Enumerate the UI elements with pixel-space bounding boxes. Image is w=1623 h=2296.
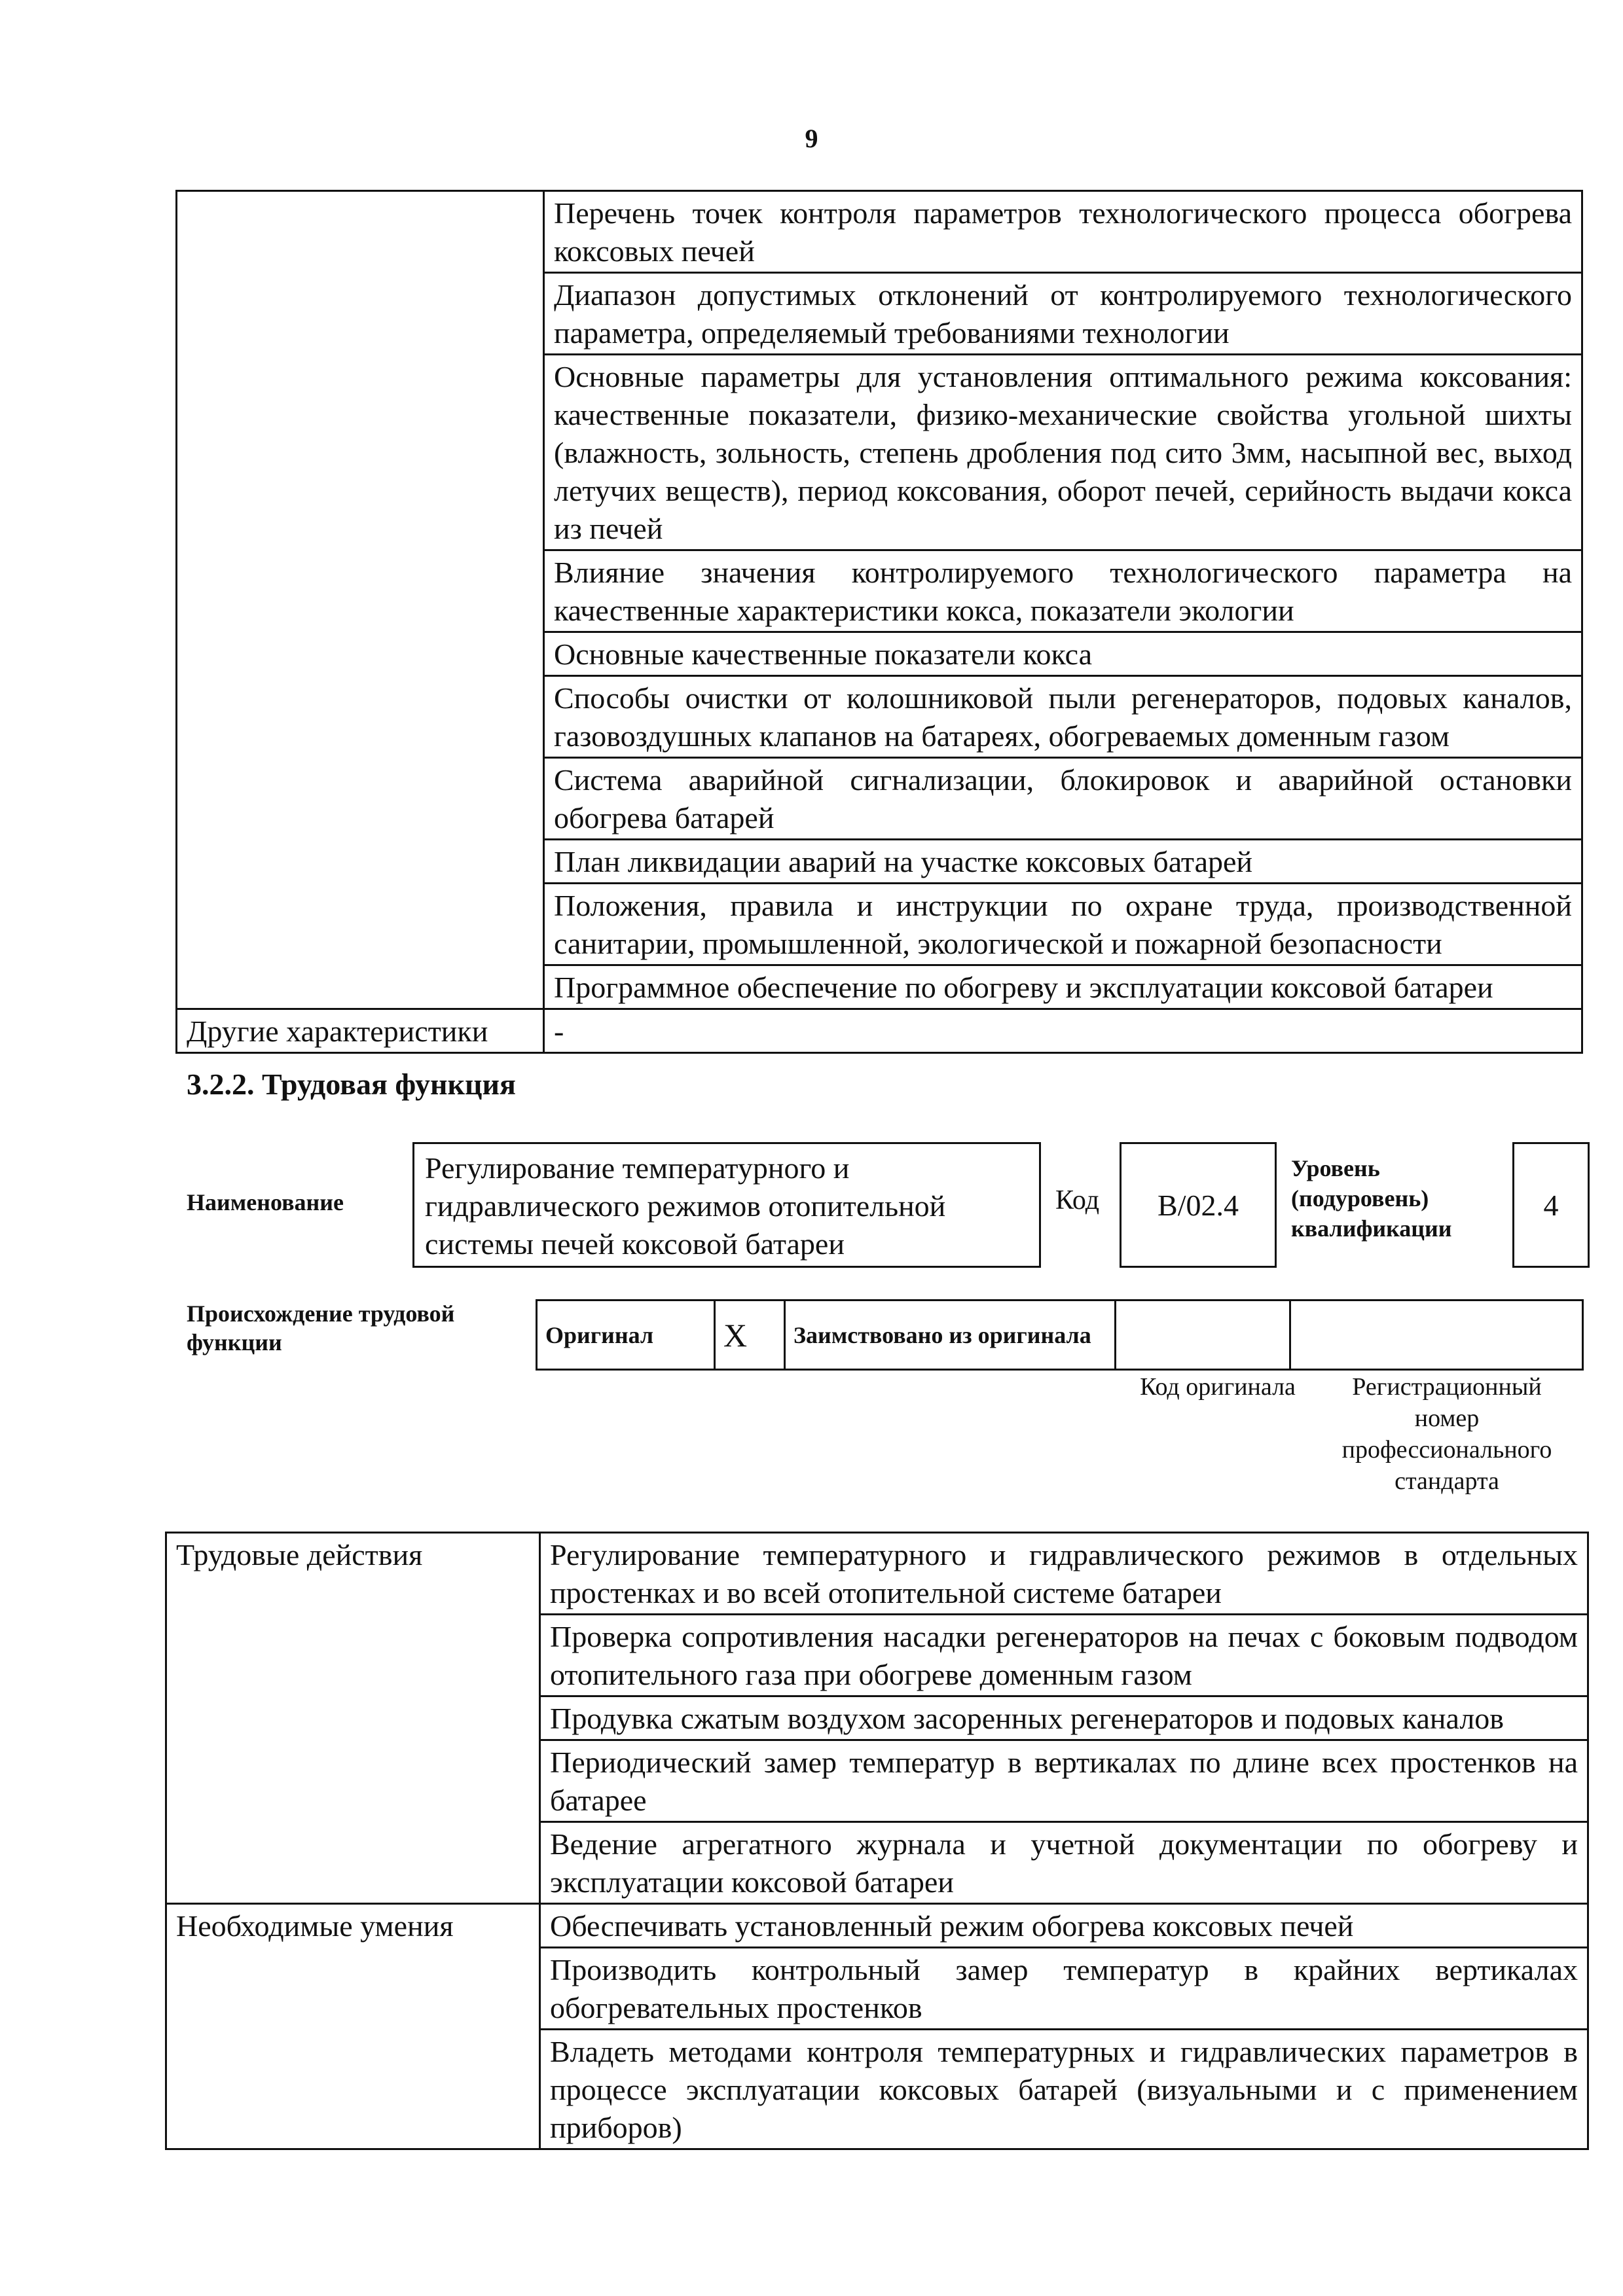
labor-actions-label: Трудовые действия (166, 1533, 540, 1904)
knowledge-item: Влияние значения контролируемого технологического параметра на качественные характеристики кокса, показатели экологии (544, 550, 1582, 632)
knowledge-item: Диапазон допустимых отклонений от контролируемого технологического параметра, определяемый требованиями технологии (544, 273, 1582, 355)
qualification-level-box: 4 (1512, 1142, 1590, 1268)
knowledge-item: Основные качественные показатели кокса (544, 632, 1582, 676)
skill-item: Производить контрольный замер температур в крайних вертикалах обогревательных простенков (540, 1948, 1588, 2030)
labor-actions-table (165, 1532, 1589, 2150)
labor-action-item: Ведение агрегатного журнала и учетной документации по обогреву и эксплуатации коксовой батареи (540, 1822, 1588, 1904)
table-row (177, 1009, 1582, 1053)
registration-number-caption: Регистрационный номер профессионального стандарта (1341, 1373, 1552, 1495)
labor-action-item: Периодический замер температур в вертикалах по длине всех простенков на батарее (540, 1740, 1588, 1822)
function-code-label: Код (1055, 1185, 1100, 1215)
registration-number-cell (1290, 1300, 1583, 1370)
origin-label: Происхождение трудовой функции (187, 1300, 455, 1355)
required-skills-label: Необходимые умения (166, 1904, 540, 2149)
knowledge-item: Система аварийной сигнализации, блокировок и аварийной остановки обогрева батарей (544, 758, 1582, 840)
knowledge-item: Перечень точек контроля параметров технологического процесса обогрева коксовых печей (544, 191, 1582, 273)
knowledge-item: Положения, правила и инструкции по охране труда, производственной санитарии, промышленной, экологической и пожарной безопасности (544, 884, 1582, 965)
page-number: 9 (805, 124, 818, 153)
knowledge-item: Способы очистки от колошниковой пыли регенераторов, подовых каналов, газовоздушных клапанов на батареях, обогреваемых доменным газом (544, 676, 1582, 758)
original-label: Оригинал (537, 1300, 715, 1370)
original-code-caption: Код оригинала (1140, 1373, 1296, 1401)
labor-action-item: Регулирование температурного и гидравлического режимов в отдельных простенках и во всей отопительной системе батареи (540, 1533, 1588, 1615)
other-characteristics-value: - (544, 1009, 1582, 1053)
table-row (166, 1533, 1588, 1615)
function-name-box: Регулирование температурного и гидравлического режимов отопительной системы печей коксовой батареи (412, 1142, 1041, 1268)
knowledge-item: Основные параметры для установления оптимального режима коксования: качественные показатели, физико-механические свойства угольной шихты (влажность, зольность, степень дробления под сито 3мм, насыпной вес, выход летучих веществ), период коксования, оборот печей, серийность выдачи кокса из печей (544, 355, 1582, 550)
skill-item: Владеть методами контроля температурных и гидравлических параметров в процессе эксплуатации коксовых батарей (визуальными и с применением приборов) (540, 2030, 1588, 2149)
knowledge-label-cell (177, 191, 544, 1009)
table-row (537, 1300, 1583, 1370)
required-knowledge-table (175, 190, 1583, 1054)
original-code-cell (1116, 1300, 1290, 1370)
skill-item: Обеспечивать установленный режим обогрева коксовых печей (540, 1904, 1588, 1948)
original-mark: X (715, 1300, 785, 1370)
origin-table (536, 1299, 1584, 1371)
table-row (177, 191, 1582, 273)
labor-action-item: Продувка сжатым воздухом засоренных регенераторов и подовых каналов (540, 1696, 1588, 1740)
function-name-label: Наименование (187, 1189, 344, 1215)
section-heading: 3.2.2. Трудовая функция (187, 1067, 516, 1101)
table-row (166, 1904, 1588, 1948)
qualification-level-label: Уровень (подуровень) квалификации (1291, 1155, 1452, 1242)
function-code-box: B/02.4 (1120, 1142, 1277, 1268)
knowledge-item: План ликвидации аварий на участке коксовых батарей (544, 840, 1582, 884)
knowledge-item: Программное обеспечение по обогреву и эксплуатации коксовой батареи (544, 965, 1582, 1009)
labor-action-item: Проверка сопротивления насадки регенераторов на печах с боковым подводом отопительного газа при обогреве доменным газом (540, 1615, 1588, 1696)
other-characteristics-label: Другие характеристики (177, 1009, 544, 1053)
borrowed-label: Заимствовано из оригинала (785, 1300, 1116, 1370)
